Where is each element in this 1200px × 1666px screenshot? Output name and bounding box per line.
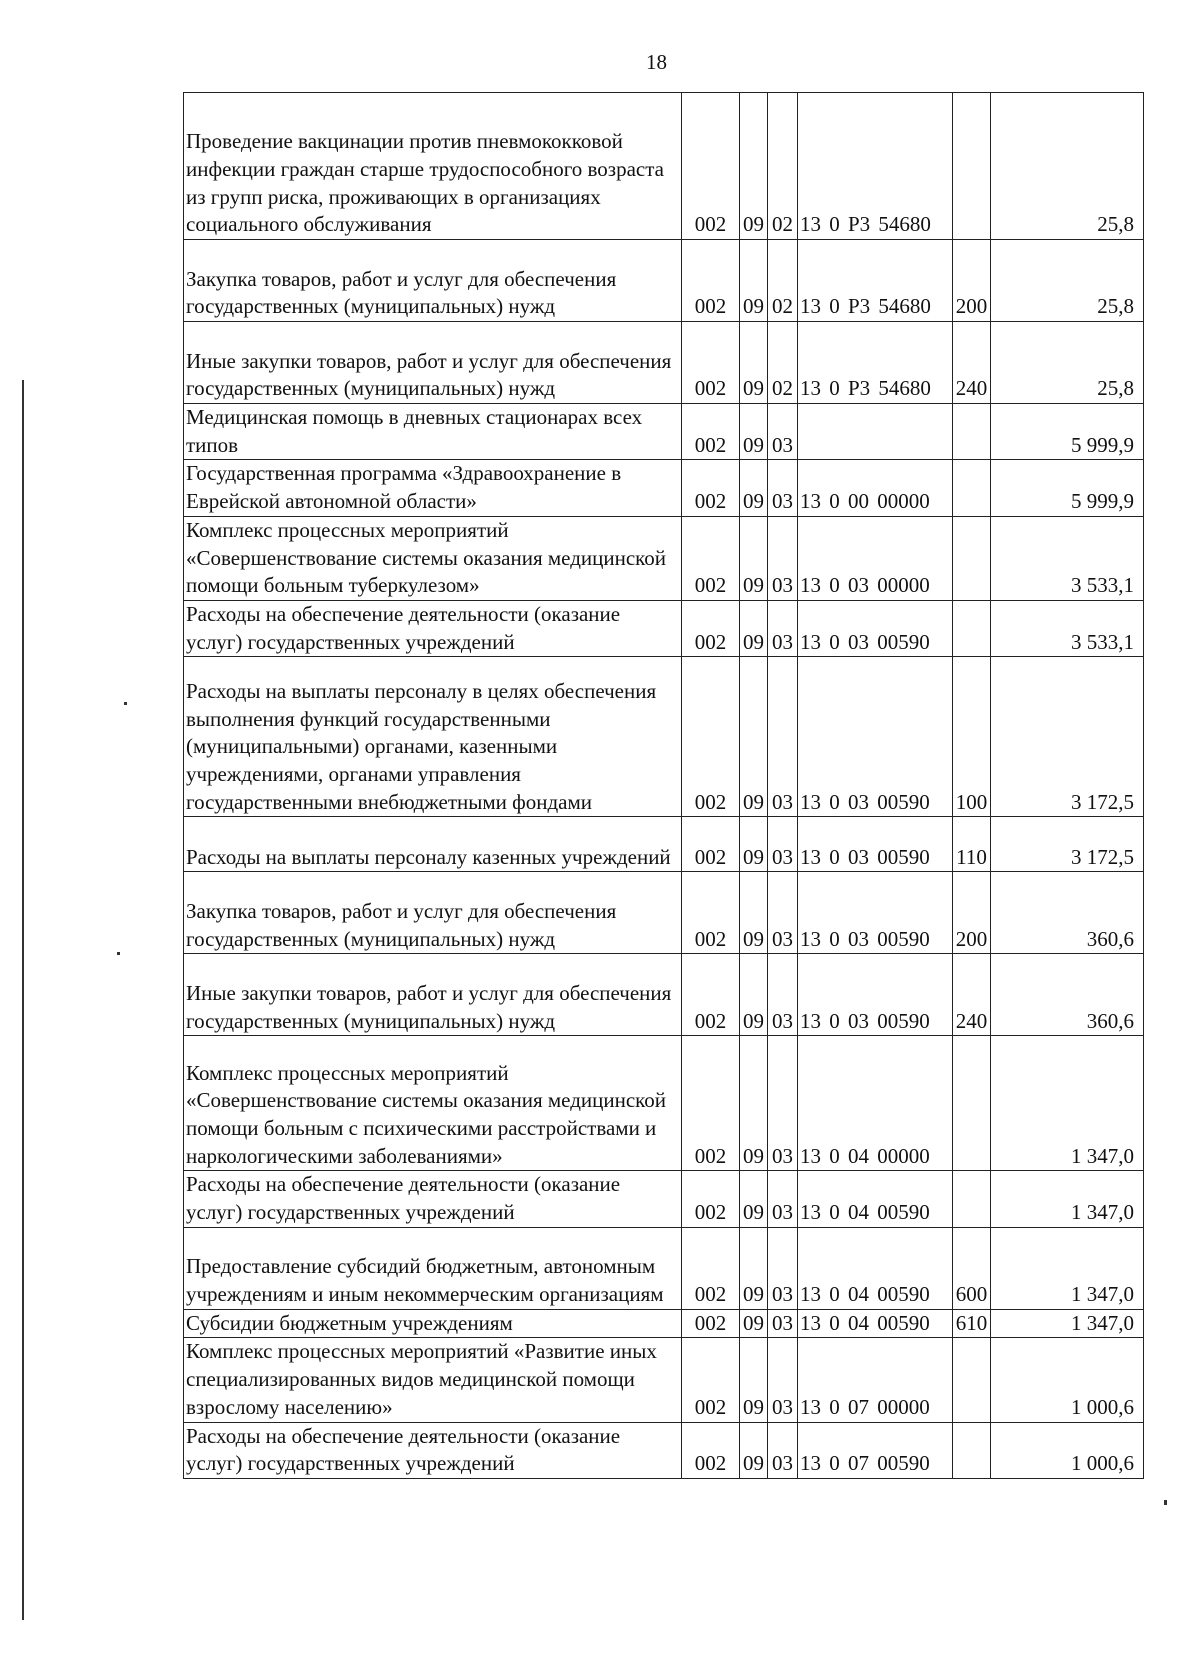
row-expense-type-cell: 610: [953, 1309, 991, 1338]
row-expense-type-cell: 200: [953, 240, 991, 322]
row-target-article-cell: 13 0 Р3 54680: [798, 93, 953, 240]
row-expense-type-cell: 110: [953, 817, 991, 872]
row-grbs-cell: 002: [682, 322, 740, 404]
row-amount-cell: 1 347,0: [991, 1036, 1144, 1171]
row-name-cell: Медицинская помощь в дневных стационарах всех типов: [184, 404, 682, 460]
table-row: [184, 1171, 1144, 1227]
row-target-article-cell: 13 0 04 00000: [798, 1036, 953, 1171]
row-amount-cell: 3 172,5: [991, 657, 1144, 817]
row-expense-type-cell: [953, 1036, 991, 1171]
row-name-cell: Предоставление субсидий бюджетным, автономным учреждениям и иным некоммерческим организациям: [184, 1227, 682, 1309]
row-amount-cell: 5 999,9: [991, 460, 1144, 516]
row-subsection-cell: 03: [768, 460, 798, 516]
row-grbs-cell: 002: [682, 1309, 740, 1338]
row-subsection-cell: 03: [768, 817, 798, 872]
row-subsection-cell: 03: [768, 1171, 798, 1227]
row-name-cell: Проведение вакцинации против пневмококковой инфекции граждан старше трудоспособного возраста из групп риска, проживающих в организациях социального обслуживания: [184, 93, 682, 240]
row-section-cell: 09: [740, 657, 768, 817]
row-grbs-cell: 002: [682, 1036, 740, 1171]
table-row: [184, 93, 1144, 240]
row-section-cell: 09: [740, 1227, 768, 1309]
table-row: [184, 1309, 1144, 1338]
row-grbs-cell: 002: [682, 954, 740, 1036]
row-section-cell: 09: [740, 1309, 768, 1338]
row-amount-cell: 25,8: [991, 240, 1144, 322]
row-subsection-cell: 02: [768, 93, 798, 240]
budget-table: [183, 92, 1144, 1479]
table-row: [184, 1338, 1144, 1422]
scan-mark: [117, 952, 120, 955]
row-section-cell: 09: [740, 322, 768, 404]
row-subsection-cell: 03: [768, 1338, 798, 1422]
row-grbs-cell: 002: [682, 1171, 740, 1227]
row-expense-type-cell: 240: [953, 322, 991, 404]
table-row: [184, 240, 1144, 322]
row-grbs-cell: 002: [682, 1227, 740, 1309]
table-row: [184, 404, 1144, 460]
row-expense-type-cell: [953, 1171, 991, 1227]
row-grbs-cell: 002: [682, 404, 740, 460]
row-section-cell: 09: [740, 93, 768, 240]
row-target-article-cell: 13 0 00 00000: [798, 460, 953, 516]
table-row: [184, 657, 1144, 817]
row-name-cell: Иные закупки товаров, работ и услуг для обеспечения государственных (муниципальных) нужд: [184, 322, 682, 404]
row-amount-cell: 1 347,0: [991, 1171, 1144, 1227]
table-row: [184, 872, 1144, 954]
row-amount-cell: 360,6: [991, 954, 1144, 1036]
row-expense-type-cell: [953, 460, 991, 516]
row-grbs-cell: 002: [682, 1338, 740, 1422]
row-target-article-cell: 13 0 04 00590: [798, 1309, 953, 1338]
row-target-article-cell: 13 0 07 00590: [798, 1422, 953, 1478]
row-grbs-cell: 002: [682, 872, 740, 954]
row-grbs-cell: 002: [682, 1422, 740, 1478]
row-expense-type-cell: [953, 1338, 991, 1422]
row-name-cell: Расходы на обеспечение деятельности (оказание услуг) государственных учреждений: [184, 1171, 682, 1227]
table-row: [184, 322, 1144, 404]
row-subsection-cell: 03: [768, 1309, 798, 1338]
row-expense-type-cell: 200: [953, 872, 991, 954]
row-amount-cell: 3 172,5: [991, 817, 1144, 872]
row-name-cell: Расходы на обеспечение деятельности (оказание услуг) государственных учреждений: [184, 600, 682, 656]
row-target-article-cell: 13 0 03 00590: [798, 954, 953, 1036]
row-amount-cell: 360,6: [991, 872, 1144, 954]
row-amount-cell: 25,8: [991, 93, 1144, 240]
row-expense-type-cell: 240: [953, 954, 991, 1036]
row-amount-cell: 5 999,9: [991, 404, 1144, 460]
table-row: [184, 1036, 1144, 1171]
row-amount-cell: 1 000,6: [991, 1338, 1144, 1422]
row-target-article-cell: 13 0 07 00000: [798, 1338, 953, 1422]
row-subsection-cell: 03: [768, 516, 798, 600]
row-subsection-cell: 03: [768, 1422, 798, 1478]
row-name-cell: Государственная программа «Здравоохранение в Еврейской автономной области»: [184, 460, 682, 516]
table-row: [184, 460, 1144, 516]
row-subsection-cell: 02: [768, 240, 798, 322]
row-amount-cell: 1 347,0: [991, 1227, 1144, 1309]
row-name-cell: Расходы на выплаты персоналу в целях обеспечения выполнения функций государственными (муниципальными) органами, казенными учреждениями, органами управления государственными внебюджетными фондами: [184, 657, 682, 817]
table-row: [184, 1227, 1144, 1309]
row-section-cell: 09: [740, 1171, 768, 1227]
row-name-cell: Иные закупки товаров, работ и услуг для обеспечения государственных (муниципальных) нужд: [184, 954, 682, 1036]
row-grbs-cell: 002: [682, 516, 740, 600]
row-section-cell: 09: [740, 404, 768, 460]
row-subsection-cell: 03: [768, 954, 798, 1036]
row-section-cell: 09: [740, 954, 768, 1036]
row-subsection-cell: 03: [768, 657, 798, 817]
row-subsection-cell: 03: [768, 872, 798, 954]
row-section-cell: 09: [740, 872, 768, 954]
row-section-cell: 09: [740, 240, 768, 322]
row-expense-type-cell: 600: [953, 1227, 991, 1309]
row-grbs-cell: 002: [682, 657, 740, 817]
row-target-article-cell: 13 0 03 00000: [798, 516, 953, 600]
row-name-cell: Комплекс процессных мероприятий «Совершенствование системы оказания медицинской помощи больным с психическими расстройствами и наркологическими заболеваниями»: [184, 1036, 682, 1171]
row-amount-cell: 3 533,1: [991, 600, 1144, 656]
scan-mark: [124, 702, 127, 705]
row-section-cell: 09: [740, 516, 768, 600]
row-amount-cell: 1 000,6: [991, 1422, 1144, 1478]
row-grbs-cell: 002: [682, 817, 740, 872]
row-amount-cell: 3 533,1: [991, 516, 1144, 600]
row-expense-type-cell: [953, 516, 991, 600]
row-amount-cell: 25,8: [991, 322, 1144, 404]
row-grbs-cell: 002: [682, 600, 740, 656]
row-target-article-cell: 13 0 03 00590: [798, 872, 953, 954]
row-expense-type-cell: 100: [953, 657, 991, 817]
scan-mark: [1164, 1500, 1167, 1505]
row-name-cell: Закупка товаров, работ и услуг для обеспечения государственных (муниципальных) нужд: [184, 872, 682, 954]
row-target-article-cell: 13 0 04 00590: [798, 1227, 953, 1309]
row-name-cell: Расходы на выплаты персоналу казенных учреждений: [184, 817, 682, 872]
row-name-cell: Расходы на обеспечение деятельности (оказание услуг) государственных учреждений: [184, 1422, 682, 1478]
page-number: 18: [646, 50, 667, 74]
row-section-cell: 09: [740, 1338, 768, 1422]
row-section-cell: 09: [740, 817, 768, 872]
row-target-article-cell: 13 0 Р3 54680: [798, 322, 953, 404]
table-row: [184, 1422, 1144, 1478]
row-section-cell: 09: [740, 1036, 768, 1171]
row-target-article-cell: 13 0 03 00590: [798, 657, 953, 817]
row-amount-cell: 1 347,0: [991, 1309, 1144, 1338]
row-target-article-cell: 13 0 04 00590: [798, 1171, 953, 1227]
table-row: [184, 600, 1144, 656]
row-name-cell: Субсидии бюджетным учреждениям: [184, 1309, 682, 1338]
row-expense-type-cell: [953, 1422, 991, 1478]
row-grbs-cell: 002: [682, 93, 740, 240]
row-expense-type-cell: [953, 600, 991, 656]
row-section-cell: 09: [740, 600, 768, 656]
row-expense-type-cell: [953, 404, 991, 460]
row-target-article-cell: [798, 404, 953, 460]
table-row: [184, 817, 1144, 872]
row-grbs-cell: 002: [682, 240, 740, 322]
row-subsection-cell: 03: [768, 404, 798, 460]
row-name-cell: Комплекс процессных мероприятий «Развитие иных специализированных видов медицинской помощи взрослому населению»: [184, 1338, 682, 1422]
row-subsection-cell: 03: [768, 1227, 798, 1309]
row-subsection-cell: 03: [768, 600, 798, 656]
table-body: [184, 93, 1144, 1479]
row-target-article-cell: 13 0 03 00590: [798, 817, 953, 872]
row-name-cell: Комплекс процессных мероприятий «Совершенствование системы оказания медицинской помощи больным туберкулезом»: [184, 516, 682, 600]
row-subsection-cell: 02: [768, 322, 798, 404]
row-target-article-cell: 13 0 Р3 54680: [798, 240, 953, 322]
scan-mark: [22, 380, 24, 1620]
row-section-cell: 09: [740, 460, 768, 516]
row-section-cell: 09: [740, 1422, 768, 1478]
row-target-article-cell: 13 0 03 00590: [798, 600, 953, 656]
row-grbs-cell: 002: [682, 460, 740, 516]
row-expense-type-cell: [953, 93, 991, 240]
row-subsection-cell: 03: [768, 1036, 798, 1171]
table-row: [184, 954, 1144, 1036]
table-row: [184, 516, 1144, 600]
row-name-cell: Закупка товаров, работ и услуг для обеспечения государственных (муниципальных) нужд: [184, 240, 682, 322]
